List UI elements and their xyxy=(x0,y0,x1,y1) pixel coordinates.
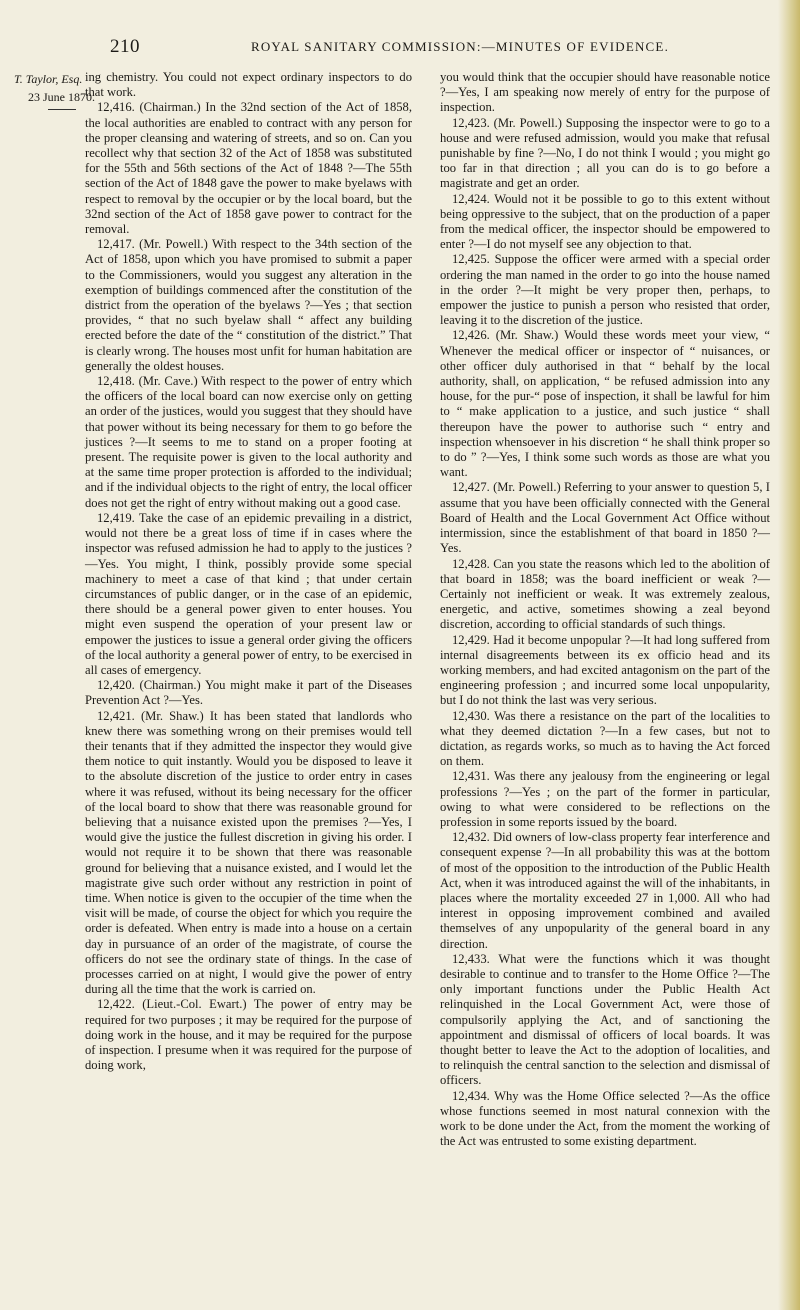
left-column xyxy=(85,70,412,1073)
paragraph: 12,429. Had it become unpopular ?—It had long suffered from internal disagreements between its ex officio head and its working members, and had excited antagonism on the part of the engineering profession ; and incurred some local unpopularity, but I do not think the last was very serious. xyxy=(440,632,770,708)
margin-rule xyxy=(48,109,76,110)
paragraph: 12,426. (Mr. Shaw.) Would these words meet your view, “ Whenever the medical officer or inspector of “ nuisances, or other officer duly authorised in that “ behalf by the local authority, shall, on application, “ be refused admission into any house, for the pur-“ pose of inspection, it shall be lawful for him to “ make application to a justice, and such justice “ shall thereupon have the power to authorise such “ entry and inspection whensoever in his discretion “ he shall think proper so to do ” ?—Yes, I think some such words as those are what you want. xyxy=(440,328,770,480)
paragraph: 12,434. Why was the Home Office selected ?—As the office whose functions seemed in most natural connexion with the work to be done under the Act, from the moment the working of the Act was entrusted to some existing department. xyxy=(440,1088,770,1149)
page-edge-discoloration xyxy=(778,0,800,1310)
paragraph: 12,424. Would not it be possible to go to this extent without being oppressive to the subject, that on the production of a paper from the medical officer, the inspector should be empowered to enter ?—I do not myself see any objection to that. xyxy=(440,191,770,252)
paragraph: ing chemistry. You could not expect ordinary inspectors to do that work. xyxy=(85,70,412,100)
paragraph: 12,427. (Mr. Powell.) Referring to your answer to question 5, I assume that you have been officially connected with the General Board of Health and the Local Government Act Office without intermission, since the establishment of that board in 1850 ?—Yes. xyxy=(440,480,770,556)
paragraph: 12,422. (Lieut.-Col. Ewart.) The power of entry may be required for two purposes ; it may be required for the purpose of doing work in the house, and it may be required for the purpose of inspection. I presume when it was required for the purpose of doing work, xyxy=(85,997,412,1073)
paragraph: 12,418. (Mr. Cave.) With respect to the power of entry which the officers of the local board can now exercise only on getting an order of the justices, would you suggest that they should have that power without its being necessary for them to go before the justices ?—It seems to me to stand on a proper footing at present. The requisite power is given to the local authority and at the same time proper protection is afforded to the individual; and if the individual objects to the right of entry, the local officer does not get the right of entry without making out a good case. xyxy=(85,374,412,510)
paragraph: you would think that the occupier should have reasonable notice ?—Yes, I am speaking now merely of entry for the purpose of inspection. xyxy=(440,70,770,115)
right-column xyxy=(440,70,770,1149)
paragraph: 12,421. (Mr. Shaw.) It has been stated that landlords who knew there was something wrong on their premises would tell their tenants that if they admitted the inspector they would give them notice to quit instantly. Would you be disposed to leave it to the absolute discretion of the justice to order entry in cases where it was refused, without its being necessary for the officer of the local board to show that there was reasonable ground for believing that a nuisance existed upon the premises ?—Yes, I would give the justice the fullest discretion in giving his order. I would not require it to be shown that there was reasonable ground for believing that a nuisance existed, and I would let the magistrate give such order without any restriction in point of time. When notice is given to the occupier of the time when the visit will be made, of course the object for which you require the order is defeated. When entry is made into a house on a certain day in pursuance of an order of the magistrate, of course the officers do not see the ordinary state of things. In the case of processes carried on at night, I would give the power of entry during all the time that the work is carried on. xyxy=(85,708,412,997)
running-head: ROYAL SANITARY COMMISSION:—MINUTES OF EVIDENCE. xyxy=(250,39,670,54)
margin-note xyxy=(14,72,95,110)
paragraph: 12,428. Can you state the reasons which led to the abolition of that board in 1858; was the board inefficient or weak ?—Certainly not inefficient or weak. It was extremely zealous, energetic, and active, sometimes showing a zeal beyond discretion, according to official standards of such things. xyxy=(440,556,770,632)
evidence-date: 23 June 1870. xyxy=(28,90,95,104)
paragraph: 12,431. Was there any jealousy from the engineering or legal professions ?—Yes ; on the part of the former in particular, owing to what were considered to be reflections on the profession in some reports issued by the board. xyxy=(440,769,770,829)
paragraph: 12,432. Did owners of low-class property fear interference and consequent expense ?—In all probability this was at the bottom of most of the opposition to the introduction of the Public Health Act, when it was introduced against the will of the inhabitants, in places where the mortality exceeded 27 in 1,000. All who had interest in opposing improvement combined and availed themselves of any unpopularity of the general board in any direction. xyxy=(440,830,770,951)
paragraph: 12,416. (Chairman.) In the 32nd section of the Act of 1858, the local authorities are enabled to contract with any person for the proper cleansing and watering of streets, and so on. Can you recollect why that section 32 of the Act of 1858 was substituted for the 55th and 56th sections of the Act of 1848 ?—The 55th section of the Act of 1848 gave the power to make byelaws with respect to removal by the occupier or by the local board, but the 32nd section of the Act of 1858 gave power to contract for the removal. xyxy=(85,100,412,237)
page-header xyxy=(0,36,800,60)
paragraph: 12,425. Suppose the officer were armed with a special order ordering the man named in the order to go into the house named in the order ?—It might be very proper then, perhaps, to empower the justice to punish a person who resisted that order, leaving it to the discretion of the justice. xyxy=(440,252,770,328)
paragraph: 12,423. (Mr. Powell.) Supposing the inspector were to go to a house and were refused admission, would you make that refusal punishable by fine ?—No, I do not think I would ; you might go too far in that direction ; all you can do is to go before a magistrate and get an order. xyxy=(440,115,770,191)
paragraph: 12,433. What were the functions which it was thought desirable to continue and to transfer to the Home Office ?—The only important functions under the Public Health Act relinquished in the Local Government Act, were those of compulsorily applying the Act, and of sanctioning the appointment and dismissal of officers of local boards. It was thought better to leave the Act to the adoption of localities, and to relinquish the central sanction to the selection and dismissal of officers. xyxy=(440,951,770,1088)
paragraph: 12,430. Was there a resistance on the part of the localities to what they deemed dictation ?—In a few cases, but not to dictation, as regards works, so much as to having the Act forced on them. xyxy=(440,708,770,769)
paragraph: 12,420. (Chairman.) You might make it part of the Diseases Prevention Act ?—Yes. xyxy=(85,678,412,708)
page-number: 210 xyxy=(110,36,140,57)
witness-name: T. Taylor, Esq. xyxy=(14,72,83,86)
paragraph: 12,419. Take the case of an epidemic prevailing in a district, would not there be a great loss of time if in cases where the inspector was refused admission he had to apply to the justices ?—Yes. You might, I think, possibly provide some special machinery to meet a case of that kind ; that under certain circumstances of public danger, or in the case of an epidemic, there should be a general power given to enter houses. You might even suspend the operation of your present law or empower the justices to issue a general order giving the officers of the local authority a general power of entry, to be exercised in all cases of emergency. xyxy=(85,510,412,677)
paragraph: 12,417. (Mr. Powell.) With respect to the 34th section of the Act of 1858, upon which you have promised to submit a paper to the Commissioners, would you suggest any alteration in the exemption of buildings commenced after the constitution of the district from the operation of the byelaws ?—Yes ; that section provides, “ that no such byelaw shall “ affect any building erected before the date of the “ constitution of the district.” That is clearly wrong. The houses most unfit for human habitation are generally the oldest houses. xyxy=(85,237,412,373)
